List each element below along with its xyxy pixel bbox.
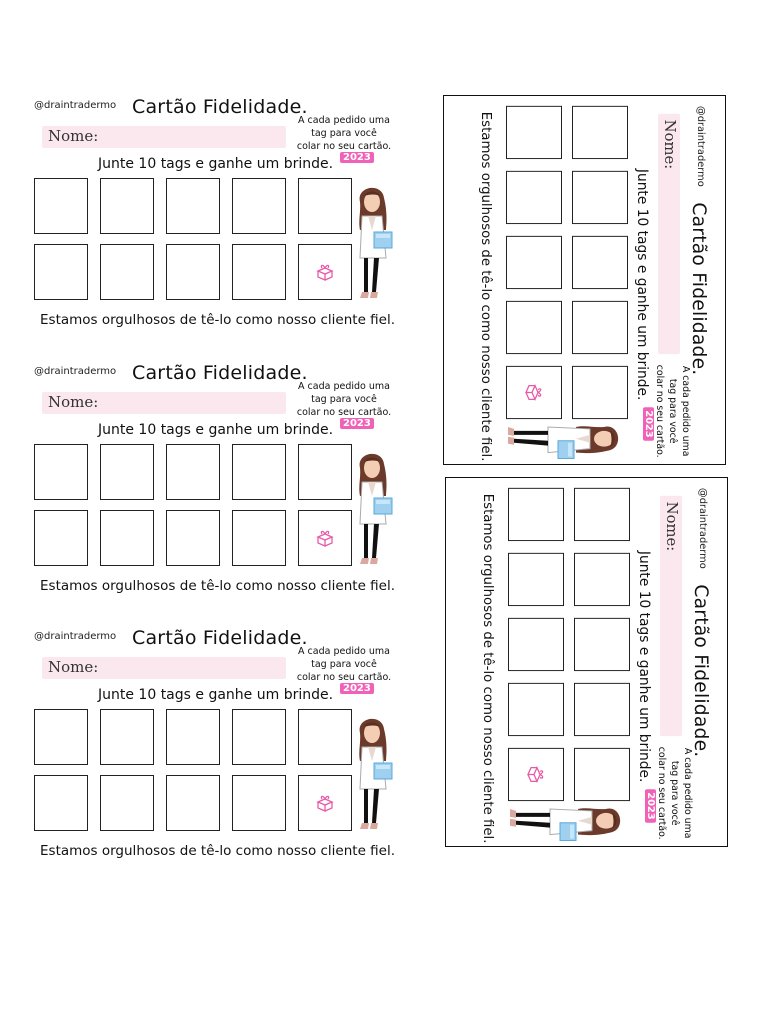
instagram-handle: @draintradermo	[697, 487, 708, 569]
name-field[interactable]	[660, 496, 682, 736]
stamp-box[interactable]	[166, 244, 220, 300]
stamp-box[interactable]	[34, 510, 88, 566]
card-title: Cartão Fidelidade.	[688, 202, 710, 376]
stamp-box[interactable]	[232, 244, 286, 300]
card-note	[296, 114, 392, 153]
loyalty-card	[456, 478, 714, 844]
card-note	[296, 380, 392, 419]
stamp-box[interactable]	[166, 178, 220, 234]
stamp-box[interactable]	[100, 709, 154, 765]
stamp-box[interactable]	[508, 618, 564, 671]
name-label: Nome:	[48, 658, 99, 676]
doctor-illustration	[352, 711, 394, 841]
stamp-box[interactable]	[572, 171, 628, 224]
stamp-box[interactable]	[574, 553, 630, 606]
stamp-box[interactable]	[506, 301, 562, 354]
stamp-box[interactable]	[34, 244, 88, 300]
stamp-box[interactable]	[574, 618, 630, 671]
note-line: tag para você	[667, 378, 678, 444]
year-badge: 2023	[643, 407, 654, 440]
card-slot-right-2	[445, 477, 728, 847]
note-line: colar no seu cartão.	[296, 141, 392, 152]
loyalty-card	[24, 625, 396, 883]
card-title: Cartão Fidelidade.	[132, 362, 308, 384]
stamp-box[interactable]	[232, 709, 286, 765]
footer-text: Estamos orgulhosos de tê-lo como nosso cliente fiel.	[40, 312, 396, 328]
card-slot-left-2	[24, 360, 396, 618]
stamp-box[interactable]	[232, 444, 286, 500]
stamp-box[interactable]	[574, 488, 630, 541]
note-line: tag para você	[669, 760, 680, 826]
stamp-box[interactable]	[34, 775, 88, 831]
note-line: A cada pedido uma	[682, 747, 693, 839]
stamp-box[interactable]	[100, 775, 154, 831]
card-slot-left-3	[24, 625, 396, 883]
name-label: Nome:	[48, 127, 99, 145]
note-line: colar no seu cartão.	[656, 746, 667, 840]
year-badge: 2023	[645, 789, 656, 822]
note-line: A cada pedido uma	[298, 646, 390, 657]
stamp-box[interactable]	[506, 236, 562, 289]
note-line: A cada pedido uma	[298, 381, 390, 392]
year-badge: 2023	[340, 152, 374, 163]
stamp-box[interactable]	[34, 178, 88, 234]
stamp-box[interactable]	[572, 366, 628, 419]
stamp-box[interactable]	[574, 748, 630, 801]
stamp-box[interactable]	[166, 775, 220, 831]
stamp-box[interactable]	[298, 444, 352, 500]
stamp-box[interactable]	[100, 244, 154, 300]
stamp-box[interactable]	[100, 444, 154, 500]
note-line: tag para você	[311, 128, 377, 139]
stamp-box[interactable]	[166, 510, 220, 566]
note-line: tag para você	[311, 659, 377, 670]
name-label: Nome:	[48, 393, 99, 411]
card-note	[653, 364, 692, 459]
stamp-box-gift[interactable]	[508, 748, 564, 801]
note-line: tag para você	[311, 394, 377, 405]
instruction-text: Junte 10 tags e ganhe um brinde.	[98, 687, 334, 703]
name-field[interactable]	[658, 114, 680, 354]
stamp-box[interactable]	[34, 444, 88, 500]
stamp-box[interactable]	[232, 775, 286, 831]
loyalty-card	[24, 94, 396, 352]
stamp-box-gift[interactable]	[506, 366, 562, 419]
year-badge: 2023	[340, 418, 374, 429]
stamp-box[interactable]	[298, 178, 352, 234]
gift-icon	[315, 263, 335, 283]
note-line: colar no seu cartão.	[296, 672, 392, 683]
name-label: Nome:	[661, 119, 679, 170]
stamp-box[interactable]	[100, 510, 154, 566]
instagram-handle: @draintradermo	[34, 366, 117, 377]
stamp-box-gift[interactable]	[298, 510, 352, 566]
instagram-handle: @draintradermo	[34, 100, 117, 111]
stamp-box[interactable]	[298, 709, 352, 765]
stamp-box[interactable]	[508, 488, 564, 541]
gift-icon	[523, 383, 543, 403]
stamp-box[interactable]	[232, 178, 286, 234]
instagram-handle: @draintradermo	[695, 105, 706, 187]
instagram-handle: @draintradermo	[34, 631, 117, 642]
loyalty-card	[454, 96, 712, 462]
name-label: Nome:	[663, 501, 681, 552]
stamp-box[interactable]	[166, 444, 220, 500]
card-slot-left-1	[24, 94, 396, 352]
card-title: Cartão Fidelidade.	[132, 96, 308, 118]
footer-text: Estamos orgulhosos de tê-lo como nosso cliente fiel.	[478, 111, 494, 462]
note-line: A cada pedido uma	[298, 115, 390, 126]
note-line: colar no seu cartão.	[296, 407, 392, 418]
instruction-text: Junte 10 tags e ganhe um brinde.	[636, 550, 652, 783]
note-line: A cada pedido uma	[680, 365, 691, 457]
footer-text: Estamos orgulhosos de tê-lo como nosso cliente fiel.	[40, 578, 396, 594]
doctor-illustration	[498, 801, 628, 842]
instruction-text: Junte 10 tags e ganhe um brinde.	[634, 168, 650, 401]
gift-icon	[315, 794, 335, 814]
name-field[interactable]	[42, 392, 286, 414]
name-field[interactable]	[42, 126, 286, 148]
footer-text: Estamos orgulhosos de tê-lo como nosso cliente fiel.	[40, 843, 396, 859]
instruction-text: Junte 10 tags e ganhe um brinde.	[98, 422, 334, 438]
stamp-box[interactable]	[100, 178, 154, 234]
gift-icon	[315, 529, 335, 549]
stamp-box[interactable]	[574, 683, 630, 736]
name-field[interactable]	[42, 657, 286, 679]
instruction-text: Junte 10 tags e ganhe um brinde.	[98, 156, 334, 172]
card-note	[655, 746, 694, 841]
stamp-box[interactable]	[166, 709, 220, 765]
stamp-box[interactable]	[572, 106, 628, 159]
doctor-illustration	[352, 446, 394, 576]
stamp-box[interactable]	[572, 236, 628, 289]
stamp-box[interactable]	[506, 171, 562, 224]
year-badge: 2023	[340, 683, 374, 694]
card-title: Cartão Fidelidade.	[132, 627, 308, 649]
footer-text: Estamos orgulhosos de tê-lo como nosso cliente fiel.	[480, 493, 496, 844]
note-line: colar no seu cartão.	[654, 364, 665, 458]
doctor-illustration	[496, 419, 626, 460]
card-slot-right-1	[443, 95, 726, 465]
stamp-box[interactable]	[508, 553, 564, 606]
stamp-box-gift[interactable]	[298, 244, 352, 300]
stamp-box[interactable]	[508, 683, 564, 736]
loyalty-card	[24, 360, 396, 618]
stamp-box[interactable]	[506, 106, 562, 159]
stamp-box-gift[interactable]	[298, 775, 352, 831]
stamp-box[interactable]	[34, 709, 88, 765]
stamp-box[interactable]	[572, 301, 628, 354]
doctor-illustration	[352, 180, 394, 310]
stamp-box[interactable]	[232, 510, 286, 566]
gift-icon	[525, 765, 545, 785]
card-title: Cartão Fidelidade.	[690, 584, 712, 758]
card-note	[296, 645, 392, 684]
